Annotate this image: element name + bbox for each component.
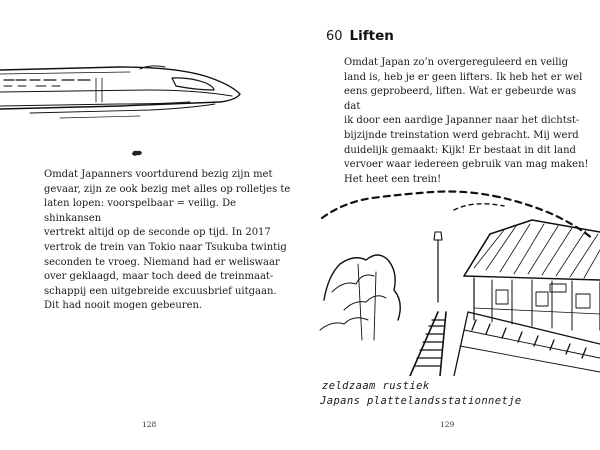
illustration-caption-line-2: Japans plattelandsstationnetje <box>320 395 522 407</box>
left-body-text: Omdat Japanners voortdurend bezig zijn met gevaar, zijn ze ook bezig met alles op rolletjes te laten lopen: voorspelbaar = veilig. De shinkansen vertrekt altijd op de seconde op tijd. In 2017 vertrok de trein van Tokio naar Tsukuba twintig seconden te vroeg. Niemand had er weliswaar over geklaagd, maar toch deed de treinmaat- schappij een uitgebreide excuusbrief uitgaan. Dit had nooit mogen gebeuren. <box>44 169 291 312</box>
chapter-title: Liften <box>349 28 394 44</box>
page-number-right: 129 <box>440 420 455 429</box>
chapter-number: 60 <box>326 29 343 44</box>
shinkansen-illustration <box>0 52 245 126</box>
ink-smudge-decoration <box>130 148 144 158</box>
illustration-caption-line-1: zeldzaam rustiek <box>322 380 430 392</box>
rural-station-illustration <box>314 180 600 376</box>
right-body-text: Omdat Japan zo’n overgereguleerd en veilig land is, heb je er geen lifters. Ik heb het er wel eens geprobeerd, liften. Wat er gebeurde was dat ik door een aardige Japanner naar het dichtst- bijzijnde treinstation werd gebracht. Mij werd duidelijk gemaakt: Kijk! Er bestaat in dit land vervoer waar iedereen gebruik van mag maken! Het heet een trein! <box>344 57 589 185</box>
chapter-heading <box>326 28 394 44</box>
page-number-left: 128 <box>142 420 157 429</box>
right-page <box>300 0 600 450</box>
